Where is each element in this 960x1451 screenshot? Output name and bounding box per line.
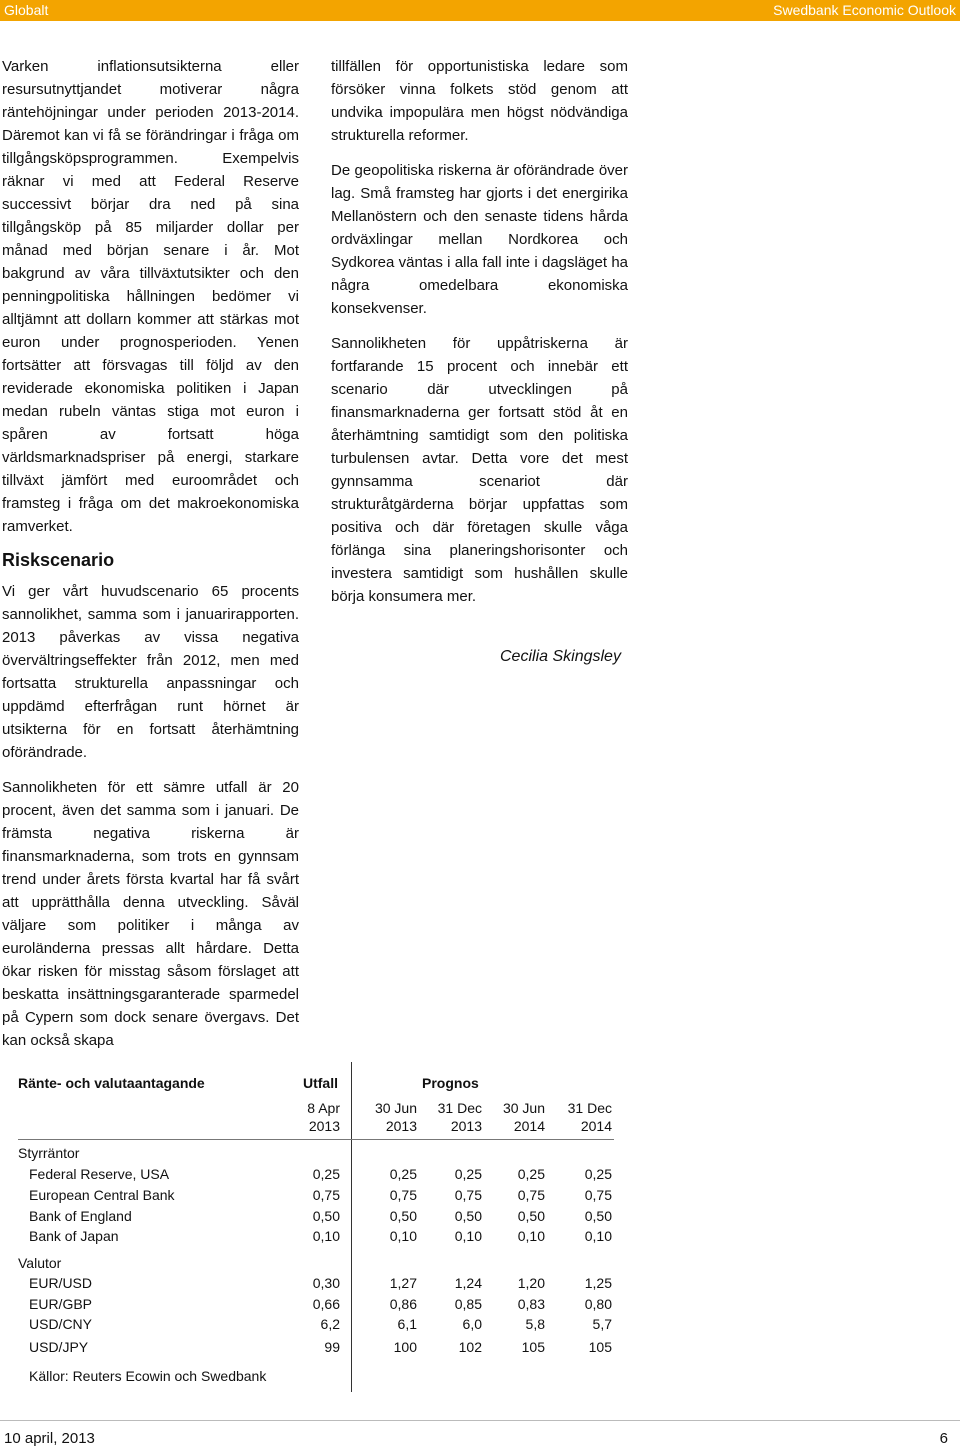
table-source: Källor: Reuters Ecowin och Swedbank [29,1368,267,1384]
row-label: Bank of Japan [29,1228,119,1244]
table-cell: 0,25 [454,1166,482,1182]
table-cell: 0,25 [517,1166,545,1182]
paragraph: Varken inflationsutsikterna eller resursutnyttjandet motiverar några räntehöjningar under perioden 2013-2014. Däremot kan vi få se förändringar i fråga om tillgångsköpsprogrammen. Exempelvis räknar vi med att Federal Reserve successivt börjar dra ned på sina tillgångsköp på 85 miljarder dollar per månad med början senare i år. Mot bakgrund av våra tillväxtutsikter och den penningpolitiska hållningen bedömer vi alltjämnt att dollarn kommer att stärkas mot euron under prognosperioden. Yenen fortsätter att försvagas till följd av den reviderade ekonomiska politiken i Japan medan rubeln väntas stiga mot euron i spåren av fortsatt höga världsmarknadspriser på energi, starkare tillväxt jämfört med euroområdet och framsteg i fråga om det makroekonomiska ramverket. [2,58,299,535]
table-cell: 0,25 [584,1166,612,1182]
table-cell: 0,50 [584,1208,612,1224]
paragraph: Sannolikheten för uppåtriskerna är fortfarande 15 procent och innebär ett scenario där utvecklingen på finansmarknaderna ger fortsatt stöd åt en återhämtning samtidigt som den politiska turbulensen avtar. Detta vore det mest gynnsamma scenariot där strukturåtgärderna börjar uppfattas som positiva och där företagen skulle våga förlänga sina planeringshorisonter och investera samtidigt som hushållen skulle börja konsumera mer. [331,335,628,605]
table-header-rule [18,1139,614,1140]
table-cell: 1,27 [389,1275,417,1291]
paragraph: Vi ger vårt huvudscenario 65 procents sannolikhet, samma som i januarirapporten. 2013 påverkas av vissa negativa övervältringseffekter från 2012, men med fortsatta strukturella anpassningar och uppdämd efterfrågan runt hörnet är utsikterna för en fortsatt återhämtning oförändrade. [2,583,299,761]
paragraph: tillfällen för opportunistiska ledare som försöker vinna folkets stöd genom att undvika impopulära men högst nödvändiga strukturella reformer. [331,58,628,144]
text-column-left [2,55,299,1052]
row-label: Federal Reserve, USA [29,1166,170,1182]
section-title: Globalt [4,2,49,18]
table-cell: 0,25 [312,1166,340,1182]
table-cell: 0,50 [312,1208,340,1224]
table-cell: 1,20 [517,1275,545,1291]
column-header: 2014 [513,1118,545,1134]
table-cell: 6,0 [462,1316,482,1332]
column-header: 2013 [385,1118,417,1134]
table-title: Ränte- och valutaantagande [18,1075,205,1091]
section-label: Styrräntor [18,1145,80,1161]
row-label: USD/JPY [29,1339,89,1355]
row-label: EUR/USD [29,1275,93,1291]
table-cell: 100 [393,1339,417,1355]
table-cell: 6,1 [397,1316,417,1332]
table-cell: 0,83 [517,1296,545,1312]
row-label: EUR/GBP [29,1296,93,1312]
table-cell: 0,10 [312,1228,340,1244]
table-cell: 0,30 [312,1275,340,1291]
table-divider [351,1062,352,1392]
author-signature: Cecilia Skingsley [500,648,621,665]
table-cell: 5,8 [525,1316,545,1332]
column-header: 31 Dec [567,1100,612,1116]
table-cell: 0,50 [389,1208,417,1224]
table-cell: 99 [324,1339,340,1355]
table-cell: 0,10 [389,1228,417,1244]
footer-date: 10 april, 2013 [4,1430,95,1447]
column-header: 8 Apr [307,1100,340,1116]
table-cell: 0,10 [584,1228,612,1244]
paragraph: Sannolikheten för ett sämre utfall är 20 procent, även det samma som i januari. De främsta negativa riskerna är finansmarknaderna, som trots en gynnsam trend under årets första kvartal har få svårt att upprätthålla denna utveckling. Såväl väljare som politiker i många av euroländerna pressas allt hårdare. Detta ökar risken för misstag såsom förslaget att beskatta insättningsgaranterade sparmedel på Cypern som dock senare övergavs. Det kan också skapa [2,779,299,1049]
table-cell: 0,75 [584,1187,612,1203]
table-cell: 0,50 [454,1208,482,1224]
publication-title: Swedbank Economic Outlook [773,2,956,18]
column-header: 30 Jun [502,1100,545,1116]
table-cell: 1,25 [584,1275,612,1291]
table-cell: 0,80 [584,1296,612,1312]
column-header: 2013 [308,1118,340,1134]
table-cell: 0,75 [517,1187,545,1203]
table-cell: 0,50 [517,1208,545,1224]
row-label: European Central Bank [29,1187,175,1203]
column-group-utfall: Utfall [303,1075,338,1091]
table-cell: 0,75 [454,1187,482,1203]
page-number: 6 [939,1430,948,1447]
column-header: 2013 [450,1118,482,1134]
row-label: Bank of England [29,1208,132,1224]
table-cell: 0,66 [312,1296,340,1312]
table-cell: 0,25 [389,1166,417,1182]
section-label: Valutor [18,1255,62,1271]
footer-divider [0,1420,960,1421]
table-cell: 105 [588,1339,612,1355]
table-cell: 0,85 [454,1296,482,1312]
row-label: USD/CNY [29,1316,93,1332]
table-cell: 105 [521,1339,545,1355]
column-header: 30 Jun [374,1100,417,1116]
paragraph: De geopolitiska riskerna är oförändrade över lag. Små framsteg har gjorts i det energirika Mellanöstern och den senaste tidens hårda ordväxlingar mellan Nordkorea och Sydkorea väntas i alla fall inte i dagsläget ha några omedelbara ekonomiska konsekvenser. [331,162,628,317]
table-cell: 0,10 [454,1228,482,1244]
text-column-right [331,55,628,620]
table-cell: 0,10 [517,1228,545,1244]
table-cell: 0,75 [312,1187,340,1203]
table-cell: 0,75 [389,1187,417,1203]
table-cell: 1,24 [454,1275,482,1291]
header-bar [0,0,960,21]
table-cell: 5,7 [592,1316,612,1332]
column-header: 31 Dec [437,1100,482,1116]
column-group-prognos: Prognos [422,1075,479,1091]
table-cell: 102 [458,1339,482,1355]
column-header: 2014 [580,1118,612,1134]
table-cell: 0,86 [389,1296,417,1312]
table-cell: 6,2 [320,1316,340,1332]
section-heading: Riskscenario [2,550,115,570]
